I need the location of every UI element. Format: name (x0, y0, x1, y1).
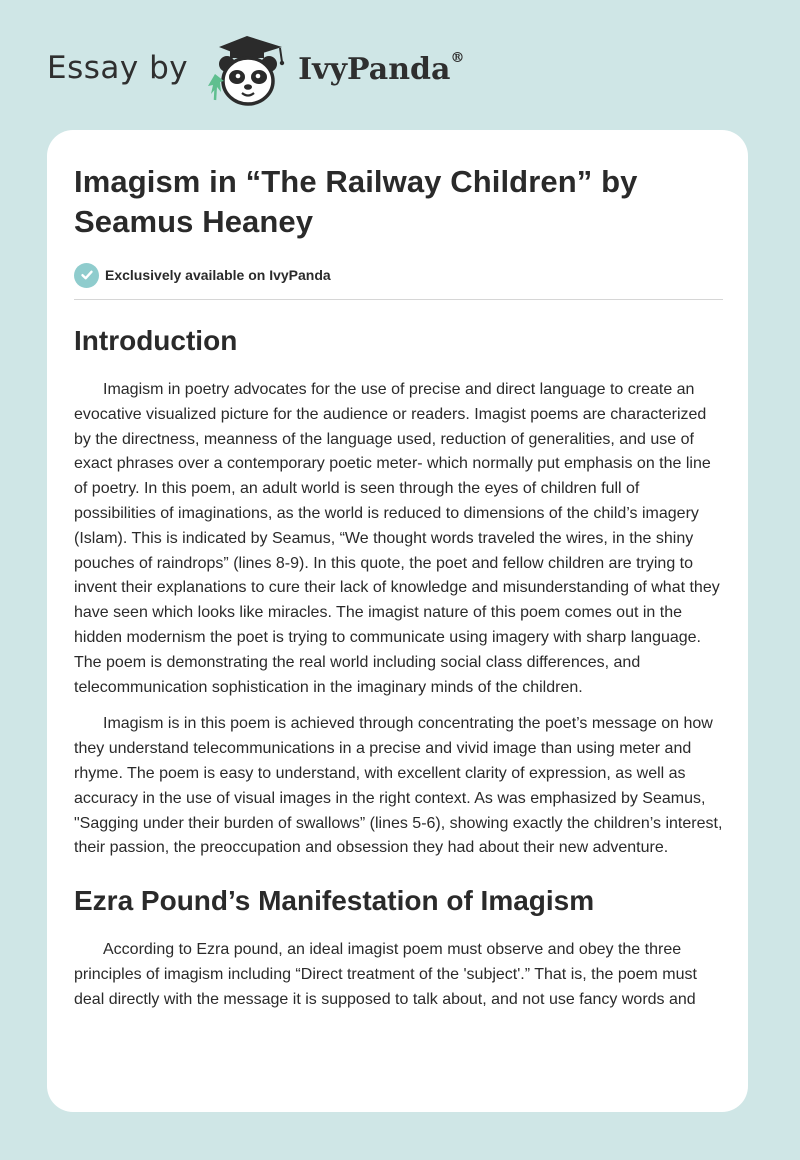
brand-wordmark: IvyPanda (298, 51, 451, 87)
check-circle-icon (74, 263, 99, 288)
paragraph: Imagism in poetry advocates for the use of precise and direct language to create an evocative visualized picture for the audience or readers. Imagist poems are characterized by the directness, meanness of the language used, reduction of generalities, and use of exact phrases over a contemporary poetic meter- which normally put emphasis on the line of poetry. In this poem, an adult world is seen through the eyes of children full of possibilities of imaginations, as the world is reduced to dimensions of the child’s imagery (Islam). This is indicated by Seamus, “We thought words traveled the wires, in the shiny pouches of raindrops” (lines 8-9). In this quote, the poet and fellow children are trying to invent their explanations to cure their lack of knowledge and misunderstanding of what they have seen which looks like miracles. The imagist nature of this poem comes out in the hidden modernism the poet is trying to communicate using imagery with sharp language. The poem is demonstrating the real world including social class differences, and telecommunication sophistication in the imaginary minds of the children. (74, 381, 720, 696)
essay-title: Imagism in “The Railway Children” by Seamus Heaney (74, 164, 638, 239)
paragraph: According to Ezra pound, an ideal imagist poem must observe and obey the three principles of imagism including “Direct treatment of the 'subject'.” That is, the poem must deal directly with the message it is supposed to talk about, and not use fancy words and (74, 941, 697, 1008)
exclusive-badge-label: Exclusively available on IvyPanda (105, 267, 331, 283)
registered-mark: ® (450, 49, 465, 66)
essay-card (47, 130, 748, 1112)
section-heading-ezra-pound: Ezra Pound’s Manifestation of Imagism (74, 885, 595, 917)
brand-name[interactable] (298, 49, 465, 87)
essay-content (74, 162, 723, 1013)
title-divider (74, 299, 723, 300)
panda-graduate-icon[interactable] (202, 34, 296, 108)
section-heading-introduction: Introduction (74, 325, 238, 356)
paragraph: Imagism is in this poem is achieved through concentrating the poet’s message on how they understand telecommunications in a precise and vivid image than using meter and rhyme. The poem is easy to understand, with excellent clarity of expression, as well as accuracy in the use of visual images in the right context. As was emphasized by Seamus, "Sagging under their burden of swallows” (lines 5-6), showing exactly the children’s interest, their passion, the preoccupation and obsession they had about their new adventure. (74, 715, 723, 857)
exclusive-badge (74, 262, 723, 288)
essay-by-label: Essay by (47, 50, 189, 86)
site-header (47, 34, 464, 108)
